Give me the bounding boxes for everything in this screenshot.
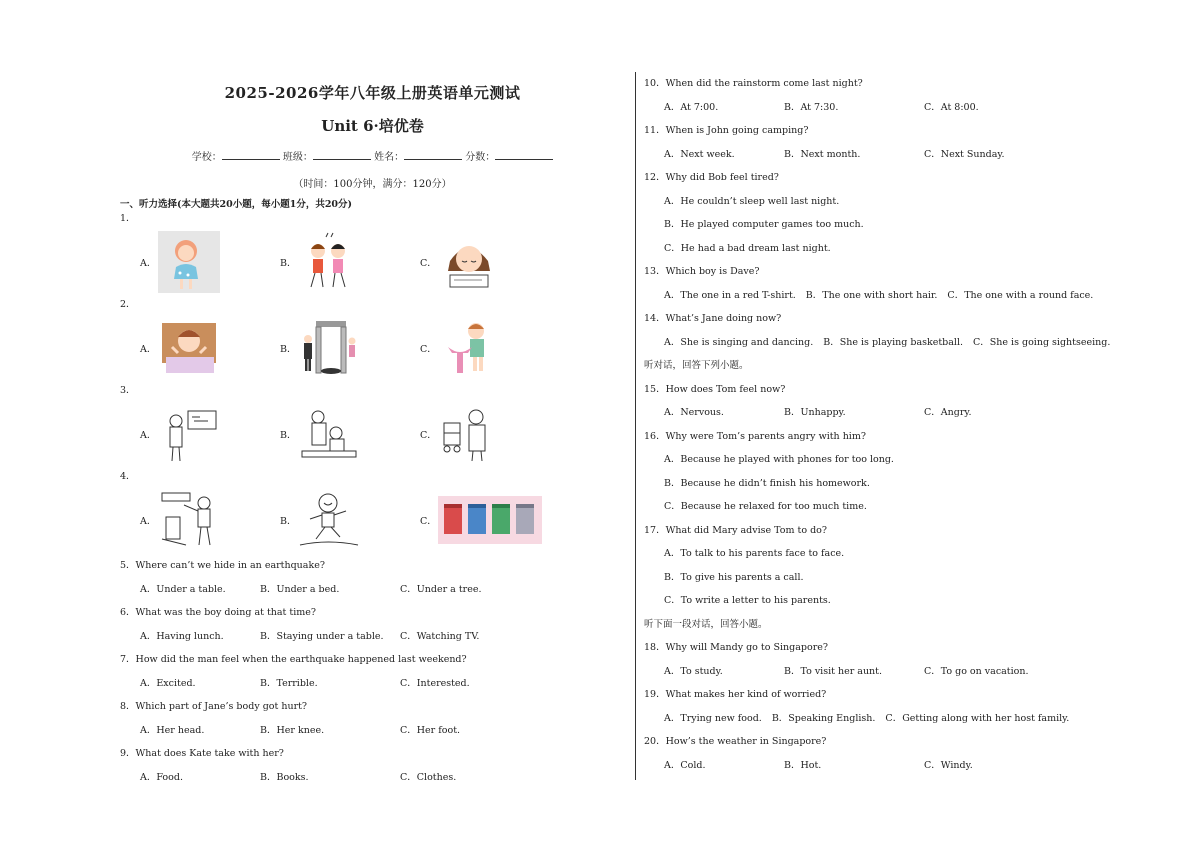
picture-option[interactable] (420, 496, 560, 544)
option-letter: A． (140, 258, 157, 269)
girl-stretching-in-bed-picture (158, 317, 220, 379)
instruction-note: 听下面一段对话，回答小题。 (644, 618, 768, 630)
picture-option[interactable] (420, 403, 560, 465)
options-row (120, 578, 625, 602)
option-c[interactable]: C．He had a bad dream last night. (664, 242, 831, 254)
option-b[interactable]: B．Staying under a table. (260, 630, 384, 642)
option-a[interactable]: A．Nervous. (664, 407, 724, 418)
option-letter: B． (280, 344, 297, 355)
option-a[interactable]: A．The one in a red T-shirt. (664, 289, 796, 301)
option-b[interactable]: B．To visit her aunt. (784, 665, 883, 677)
teacher-at-board-picture (158, 403, 220, 465)
boy-throwing-trash-picture (158, 489, 220, 551)
question-text: 5．Where can’t we hide in an earthquake? (120, 560, 325, 571)
option-c[interactable]: C．The one with a round face. (947, 289, 1094, 301)
recycling-bins-picture (438, 496, 542, 544)
option-letter: B． (280, 516, 297, 527)
option-b[interactable]: B．She is playing basketball. (823, 336, 964, 348)
picture-option[interactable] (140, 231, 280, 293)
question-text: 13．Which boy is Dave? (644, 266, 760, 277)
options-row (644, 401, 1114, 425)
picture-option[interactable] (140, 317, 280, 379)
girl-holding-cheek-picture (158, 231, 220, 293)
option-a[interactable]: A．At 7:00. (664, 101, 719, 113)
option-b[interactable]: B．The one with short hair. (805, 289, 938, 301)
options-row (644, 143, 1114, 167)
picture-option[interactable] (280, 231, 420, 293)
exam-title: 2025-2026学年八年级上册英语单元测试 (224, 84, 521, 102)
class-label: 班级： (282, 152, 313, 163)
question-text: 6．What was the boy doing at that time? (120, 607, 316, 618)
question-text: 16．Why were Tom’s parents angry with him? (644, 430, 866, 442)
option-c[interactable]: C．Under a tree. (400, 583, 482, 595)
option-letter: B． (280, 258, 297, 269)
option-c[interactable]: C．Next Sunday. (924, 148, 1005, 160)
option-c[interactable]: C．Clothes. (400, 771, 457, 783)
picture-options-row (140, 314, 625, 382)
option-c[interactable]: C．To write a letter to his parents. (664, 595, 831, 606)
question-text: 20．How’s the weather in Singapore? (644, 736, 827, 747)
question-number: 4． (120, 471, 136, 482)
options-row (644, 660, 1114, 684)
class-blank[interactable] (313, 150, 371, 160)
option-b[interactable]: B．At 7:30. (784, 101, 839, 113)
left-column (120, 72, 625, 789)
option-b[interactable]: B．Hot. (784, 759, 822, 771)
nurse-with-cart-picture (438, 403, 500, 465)
option-letter: C． (420, 258, 437, 269)
option-a[interactable]: A．Under a table. (140, 583, 226, 595)
picture-option[interactable] (140, 403, 280, 465)
picture-option[interactable] (140, 489, 280, 551)
school-label: 学校： (191, 152, 222, 163)
options-row (120, 719, 625, 743)
options-row (644, 284, 1114, 308)
option-letter: A． (140, 344, 157, 355)
column-divider (635, 72, 636, 780)
options-row (120, 672, 625, 696)
option-a[interactable]: A．To talk to his parents face to face. (664, 548, 845, 559)
question-text: 19．What makes her kind of worried? (644, 689, 827, 700)
option-letter: A． (140, 430, 157, 441)
option-c[interactable]: C．Because he relaxed for too much time. (664, 501, 867, 512)
option-b[interactable]: B．He played computer games too much. (664, 219, 864, 230)
doctor-with-patient-picture (298, 403, 360, 465)
option-letter: C． (420, 516, 437, 527)
time-note: （时间：100分钟，满分：120分） (293, 179, 452, 190)
security-gate-picture (298, 317, 360, 379)
picture-option[interactable] (280, 317, 420, 379)
instruction-note: 听对话，回答下列小题。 (644, 360, 749, 371)
option-b[interactable]: B．To give his parents a call. (664, 571, 804, 583)
right-column (644, 72, 1114, 777)
option-a[interactable]: A．Having lunch. (140, 630, 224, 642)
question-text: 11．When is John going camping? (644, 125, 809, 136)
picture-options-row (140, 400, 625, 468)
option-c[interactable]: C．At 8:00. (924, 101, 979, 113)
picture-option[interactable] (280, 489, 420, 551)
option-a[interactable]: A．Excited. (140, 677, 196, 689)
question-text: 9．What does Kate take with her? (120, 748, 284, 759)
option-c[interactable]: C．Interested. (400, 677, 470, 689)
option-a[interactable]: A．Trying new food. (664, 712, 762, 724)
two-girls-arguing-picture (298, 231, 360, 293)
student-info-line (120, 148, 625, 163)
picture-option[interactable] (420, 317, 560, 379)
option-b[interactable]: B．Because he didn’t finish his homework. (664, 477, 870, 489)
option-c[interactable]: C．Angry. (924, 407, 972, 418)
score-label: 分数： (465, 152, 496, 163)
option-b[interactable]: B．Her knee. (260, 724, 325, 736)
option-a[interactable]: A．He couldn’t sleep well last night. (664, 195, 840, 207)
question-number: 2． (120, 299, 136, 310)
option-b[interactable]: B．Unhappy. (784, 407, 846, 418)
option-b[interactable]: B．Speaking English. (771, 712, 876, 724)
score-blank[interactable] (495, 150, 553, 160)
option-c[interactable]: C．She is going sightseeing. (973, 336, 1111, 348)
option-a[interactable]: A．She is singing and dancing. (664, 336, 814, 348)
option-b[interactable]: B．Terrible. (260, 677, 318, 689)
name-blank[interactable] (404, 150, 462, 160)
option-b[interactable]: B．Next month. (784, 148, 861, 160)
option-a[interactable]: A．To study. (664, 665, 723, 677)
exam-subtitle: Unit 6·培优卷 (321, 117, 424, 135)
options-row (120, 625, 625, 649)
option-a[interactable]: A．Because he played with phones for too long. (664, 454, 894, 465)
option-letter: C． (420, 430, 437, 441)
option-c[interactable]: C．Getting along with her host family. (885, 712, 1070, 724)
option-letter: C． (420, 344, 437, 355)
question-text: 10．When did the rainstorm come last night? (644, 78, 863, 89)
option-letter: B． (280, 430, 297, 441)
picture-options-row (140, 486, 625, 554)
question-number: 3． (120, 385, 136, 396)
section-heading: 一、听力选择(本大题共20小题，每小题1分，共20分) (120, 199, 353, 210)
option-a[interactable]: A．Her head. (140, 724, 205, 736)
option-c[interactable]: C．Her foot. (400, 724, 461, 736)
question-text: 18．Why will Mandy go to Singapore? (644, 642, 828, 653)
option-c[interactable]: C．To go on vacation. (924, 665, 1029, 677)
boy-running-picture (298, 489, 360, 551)
option-b[interactable]: B．Under a bed. (260, 583, 340, 595)
picture-option[interactable] (280, 403, 420, 465)
question-text: 8．Which part of Jane’s body got hurt? (120, 701, 308, 712)
question-text: 14．What’s Jane doing now? (644, 313, 782, 324)
option-c[interactable]: C．Watching TV. (400, 630, 480, 642)
question-text: 15．How does Tom feel now? (644, 383, 786, 395)
picture-option[interactable] (420, 231, 560, 293)
girl-washing-hands-picture (438, 317, 500, 379)
options-row (644, 707, 1114, 731)
girl-writing-picture (438, 231, 500, 293)
question-text: 7．How did the man feel when the earthquake happened last weekend? (120, 654, 467, 665)
option-a[interactable]: A．Next week. (664, 148, 735, 160)
option-a[interactable]: A．Food. (140, 771, 183, 783)
school-blank[interactable] (222, 150, 280, 160)
option-b[interactable]: B．Books. (260, 771, 309, 783)
options-row (644, 331, 1114, 355)
question-number: 1． (120, 213, 136, 224)
question-text: 17．What did Mary advise Tom to do? (644, 524, 827, 536)
name-label: 姓名： (374, 152, 405, 163)
options-row (120, 766, 625, 790)
option-letter: A． (140, 516, 157, 527)
options-row (644, 754, 1114, 778)
picture-options-row (140, 228, 625, 296)
option-a[interactable]: A．Cold. (664, 759, 706, 771)
question-text: 12．Why did Bob feel tired? (644, 172, 779, 183)
option-c[interactable]: C．Windy. (924, 759, 973, 771)
options-row (644, 96, 1114, 120)
